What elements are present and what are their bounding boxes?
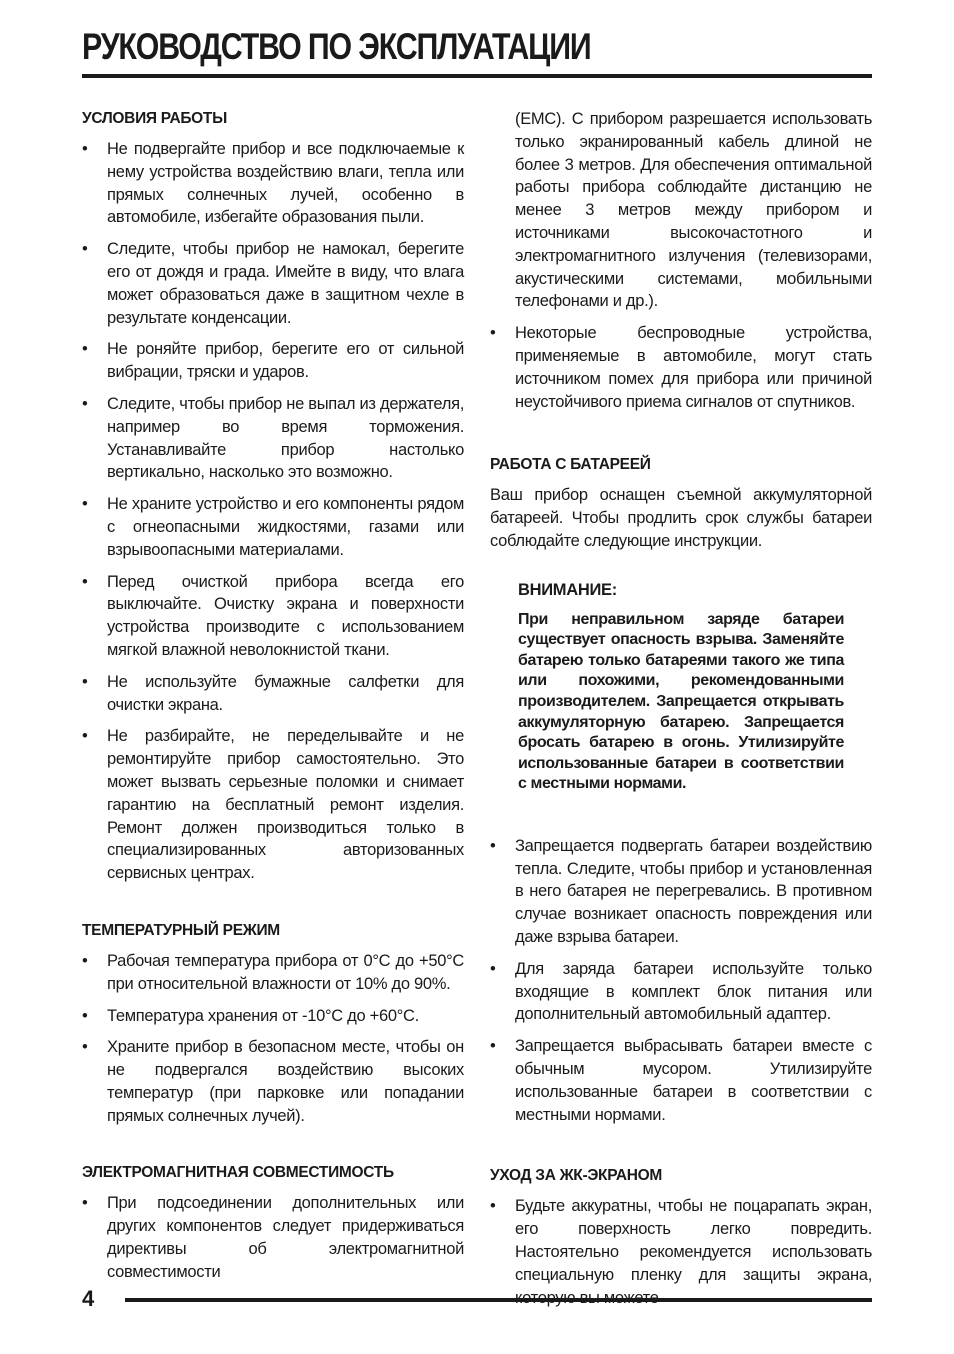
list-item: • Перед очисткой прибора всегда его выключайте. Очистку экрана и поверхности устройства производите с использованием мягкой влажной неволокнистой ткани.	[82, 571, 464, 662]
list-item: • Не храните устройство и его компоненты рядом с огнеопасными жидкостями, газами или взрывоопасными материалами.	[82, 493, 464, 561]
list-item: • Не роняйте прибор, берегите его от сильной вибрации, тряски и ударов.	[82, 338, 464, 384]
section-heading-operating-conditions: УСЛОВИЯ РАБОТЫ	[82, 110, 227, 127]
page-number: 4	[82, 1286, 95, 1311]
section-heading-emc: ЭЛЕКТРОМАГНИТНАЯ СОВМЕСТИМОСТЬ	[82, 1164, 394, 1182]
emc-continuation: (ЕМС). С прибором разрешается использовать только экранированный кабель длиной не более 3 метров. Для обеспечения оптимальной работы прибора соблюдайте дистанцию не менее 3 метров между прибором и источниками высокочастотного и электромагнитного излучения (телевизорами, акустическими системами, мобильными телефонами и др.).	[515, 110, 872, 311]
section-heading-temperature: ТЕМПЕРАТУРНЫЙ РЕЖИМ	[82, 921, 280, 939]
title-rule	[82, 74, 872, 78]
right-column	[490, 108, 872, 1318]
list-item: • Для заряда батареи используйте только входящие в комплект блок питания или дополнительный автомобильный адаптер.	[490, 958, 872, 1026]
warning-title: ВНИМАНИЕ:	[518, 580, 617, 599]
list-item: • Не подвергайте прибор и все подключаемые к нему устройства воздействию влаги, тепла или прямых солнечных лучей, особенно в автомобиле, избегайте образования пыли.	[82, 138, 464, 229]
left-column	[82, 108, 464, 1293]
footer-rule	[125, 1298, 872, 1302]
page-title: РУКОВОДСТВО ПО ЭКСПЛУАТАЦИИ	[82, 26, 591, 67]
temperature-list	[82, 950, 464, 1128]
list-item: • Следите, чтобы прибор не намокал, берегите его от дождя и града. Имейте в виду, что влага может образоваться даже в защитном чехле в результате конденсации.	[82, 238, 464, 329]
list-item: • Температура хранения от -10°С до +60°С.	[82, 1005, 464, 1028]
lcd-care-list	[490, 1195, 872, 1309]
operating-conditions-list	[82, 138, 464, 885]
warning-box	[518, 579, 844, 795]
emc-list-continued	[490, 322, 872, 413]
list-item: • Некоторые беспроводные устройства, применяемые в автомобиле, могут стать источником помех для прибора или причиной неустойчивого приема сигналов от спутников.	[490, 322, 872, 413]
battery-list	[490, 835, 872, 1127]
list-item: • Следите, чтобы прибор не выпал из держателя, например во время торможения. Устанавливайте прибор настолько вертикально, насколько это возможно.	[82, 393, 464, 484]
list-item: • Запрещается подвергать батареи воздействию тепла. Следите, чтобы прибор и установленная в него батарея не перегревались. В противном случае возникает опасность повреждения или даже взрыва батареи.	[490, 835, 872, 949]
list-item: • При подсоединении дополнительных или других компонентов следует придерживаться директивы об электромагнитной совместимости	[82, 1192, 464, 1283]
list-item: • Храните прибор в безопасном месте, чтобы он не подвергался воздействию высоких температур (при парковке или попадании прямых солнечных лучей).	[82, 1036, 464, 1127]
section-heading-battery: РАБОТА С БАТАРЕЕЙ	[490, 456, 651, 474]
section-heading-lcd-care: УХОД ЗА ЖК-ЭКРАНОМ	[490, 1167, 663, 1185]
list-item: • Рабочая температура прибора от 0°С до +50°С при относительной влажности от 10% до 90%.	[82, 950, 464, 996]
list-item: • Не разбирайте, не переделывайте и не ремонтируйте прибор самостоятельно. Это может вызвать серьезные поломки и снимает гарантию на бесплатный ремонт изделия. Ремонт должен производиться только в специализированных авторизованных сервисных центрах.	[82, 725, 464, 885]
emc-list	[82, 1192, 464, 1283]
battery-intro: Ваш прибор оснащен съемной аккумуляторной батареей. Чтобы продлить срок службы батареи соблюдайте следующие инструкции.	[490, 486, 872, 550]
list-item: • Будьте аккуратны, чтобы не поцарапать экран, его поверхность легко повредить. Настоятельно рекомендуется использовать специальную пленку для защиты экрана,	[490, 1195, 872, 1309]
list-item: • Не используйте бумажные салфетки для очистки экрана.	[82, 671, 464, 717]
list-item: • Запрещается выбрасывать батареи вместе с обычным мусором. Утилизируйте использованные батареи в соответствии с местными нормами.	[490, 1035, 872, 1126]
warning-text: При неправильном заряде батареи существует опасность взрыва. Заменяйте батарею только батареями такого же типа или похожими, рекомендованными производителем. Запрещается открывать аккумуляторную батарею. Запрещается бросать батарею в огонь. Утилизируйте использованные батареи в соответствии с местными нормами.	[518, 610, 844, 793]
